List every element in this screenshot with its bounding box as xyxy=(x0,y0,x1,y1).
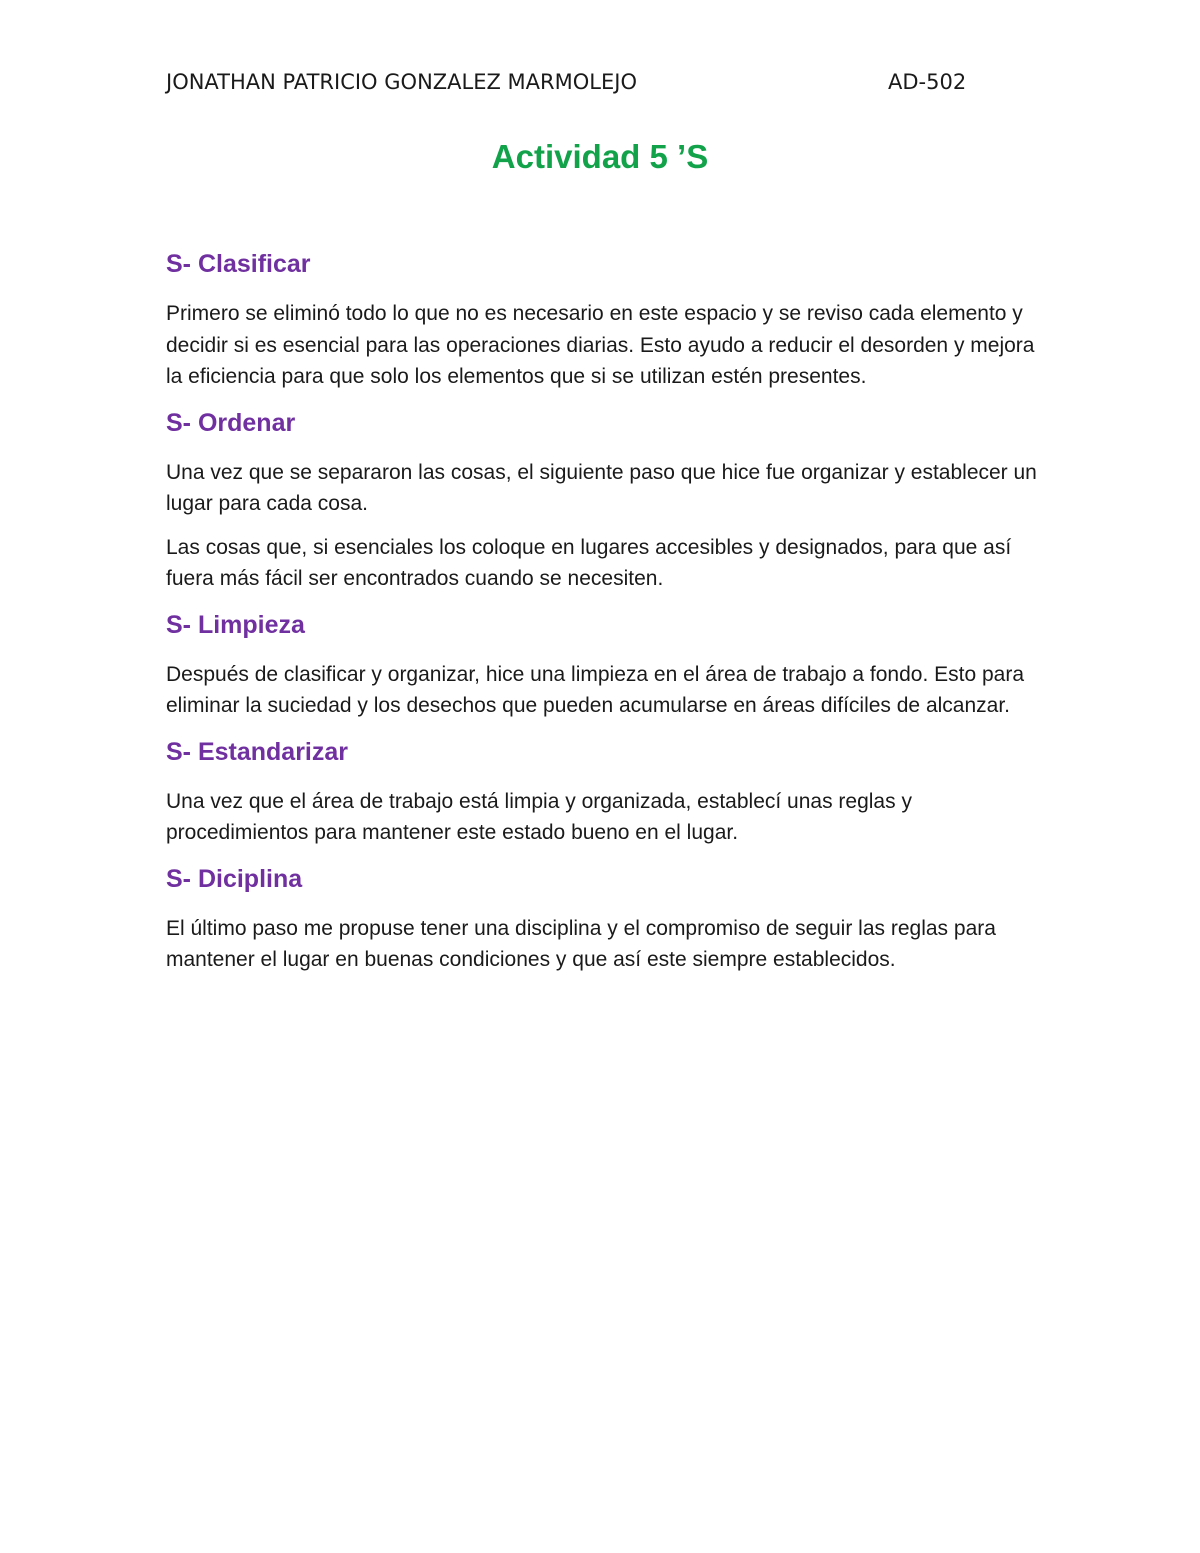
document-body xyxy=(166,246,1046,988)
section-clasificar xyxy=(166,246,1046,393)
header-author-name: JONATHAN PATRICIO GONZALEZ MARMOLEJO xyxy=(166,70,637,94)
section-ordenar xyxy=(166,405,1046,595)
section-estandarizar xyxy=(166,734,1046,849)
section-heading: S- Diciplina xyxy=(166,864,303,893)
header-course-code: AD-502 xyxy=(888,70,967,94)
section-paragraph: Una vez que el área de trabajo está limpia y organizada, establecí unas reglas y procedimientos para mantener este estado bueno en el lugar. xyxy=(166,789,912,844)
section-paragraph: Después de clasificar y organizar, hice una limpieza en el área de trabajo a fondo. Esto para eliminar la suciedad y los desechos que pueden acumularse en áreas difíciles de alcanzar. xyxy=(166,662,1025,717)
section-paragraph: Las cosas que, si esenciales los coloque en lugares accesibles y designados, para que así fuera más fácil ser encontrados cuando se necesiten. xyxy=(166,535,1012,590)
section-heading: S- Ordenar xyxy=(166,408,296,437)
document-title: Actividad 5 ’S xyxy=(491,138,709,175)
section-limpieza xyxy=(166,607,1046,722)
section-diciplina xyxy=(166,861,1046,976)
section-paragraph: Primero se eliminó todo lo que no es necesario en este espacio y se reviso cada elemento y decidir si es esencial para las operaciones diarias. Esto ayudo a reducir el desorden y mejora la eficiencia para que solo los elementos que si se utilizan estén presentes. xyxy=(166,302,1035,388)
section-heading: S- Clasificar xyxy=(166,250,311,278)
section-heading: S- Limpieza xyxy=(166,610,305,639)
section-heading: S- Estandarizar xyxy=(166,737,349,766)
section-paragraph: El último paso me propuse tener una disciplina y el compromiso de seguir las reglas para mantener el lugar en buenas condiciones y que así este siempre establecidos. xyxy=(166,916,996,971)
section-paragraph: Una vez que se separaron las cosas, el siguiente paso que hice fue organizar y establecer un lugar para cada cosa. xyxy=(166,460,1037,515)
